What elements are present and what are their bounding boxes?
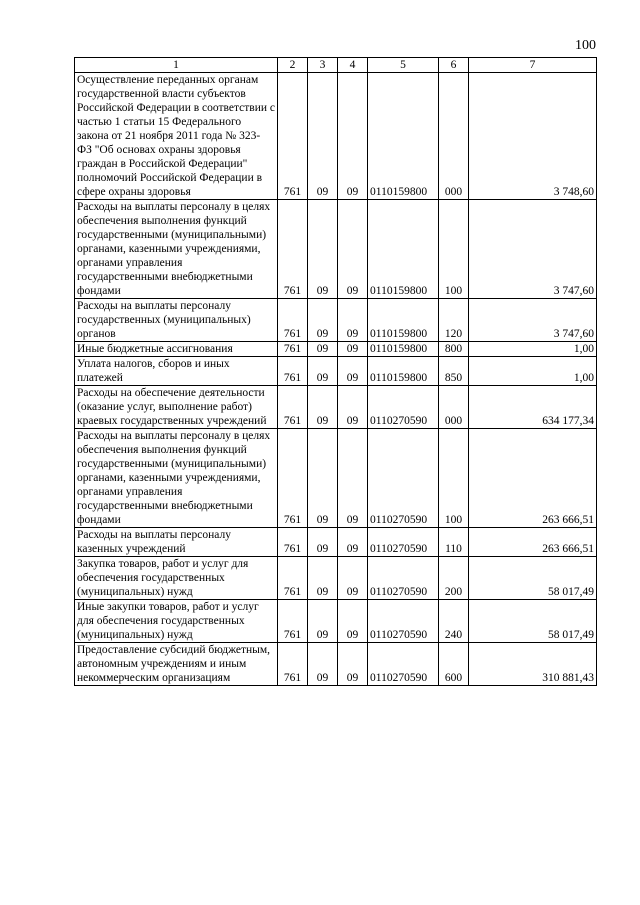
section-code: 09 [308,342,338,357]
amount: 1,00 [469,342,597,357]
row-name: Расходы на выплаты персоналу казенных учреждений [75,528,278,557]
table-row [75,429,597,528]
expense-type-code: 120 [439,299,469,342]
section-code: 09 [308,73,338,200]
page-number: 100 [575,38,596,53]
expense-type-code: 800 [439,342,469,357]
expense-type-code: 600 [439,643,469,686]
ministry-code: 761 [278,528,308,557]
expense-type-code: 100 [439,200,469,299]
amount: 3 747,60 [469,200,597,299]
subsection-code: 09 [338,557,368,600]
subsection-code: 09 [338,299,368,342]
table-row [75,643,597,686]
section-code: 09 [308,386,338,429]
ministry-code: 761 [278,299,308,342]
budget-table [74,57,597,686]
amount: 263 666,51 [469,528,597,557]
row-name: Закупка товаров, работ и услуг для обеспечения государственных (муниципальных) нужд [75,557,278,600]
expense-type-code: 000 [439,386,469,429]
subsection-code: 09 [338,200,368,299]
target-code: 0110270590 [368,600,439,643]
subsection-code: 09 [338,643,368,686]
row-name: Расходы на обеспечение деятельности (оказание услуг, выполнение работ) краевых государственных учреждений [75,386,278,429]
amount: 310 881,43 [469,643,597,686]
section-code: 09 [308,357,338,386]
row-name: Иные бюджетные ассигнования [75,342,278,357]
section-code: 09 [308,528,338,557]
table-row [75,386,597,429]
header-row [75,58,597,73]
table-row [75,528,597,557]
amount: 1,00 [469,357,597,386]
ministry-code: 761 [278,357,308,386]
section-code: 09 [308,600,338,643]
subsection-code: 09 [338,342,368,357]
expense-type-code: 110 [439,528,469,557]
subsection-code: 09 [338,429,368,528]
expense-type-code: 240 [439,600,469,643]
column-header: 6 [439,58,469,73]
table-row [75,342,597,357]
column-header: 5 [368,58,439,73]
amount: 263 666,51 [469,429,597,528]
target-code: 0110270590 [368,557,439,600]
amount: 58 017,49 [469,557,597,600]
target-code: 0110270590 [368,528,439,557]
expense-type-code: 100 [439,429,469,528]
table-row [75,557,597,600]
table-row [75,299,597,342]
column-header: 4 [338,58,368,73]
target-code: 0110270590 [368,429,439,528]
ministry-code: 761 [278,557,308,600]
subsection-code: 09 [338,528,368,557]
subsection-code: 09 [338,357,368,386]
ministry-code: 761 [278,600,308,643]
target-code: 0110159800 [368,342,439,357]
expense-type-code: 000 [439,73,469,200]
subsection-code: 09 [338,600,368,643]
target-code: 0110159800 [368,299,439,342]
table-row [75,200,597,299]
row-name: Уплата налогов, сборов и иных платежей [75,357,278,386]
row-name: Предоставление субсидий бюджетным, автономным учреждениям и иным некоммерческим организациям [75,643,278,686]
expense-type-code: 200 [439,557,469,600]
section-code: 09 [308,429,338,528]
amount: 3 747,60 [469,299,597,342]
section-code: 09 [308,200,338,299]
table-row [75,357,597,386]
target-code: 0110159800 [368,357,439,386]
row-name: Иные закупки товаров, работ и услуг для обеспечения государственных (муниципальных) нужд [75,600,278,643]
row-name: Расходы на выплаты персоналу в целях обеспечения выполнения функций государственными (муниципальными) органами, казенными учреждениями, органами управления государственными внебюджетными фондами [75,200,278,299]
column-header: 1 [75,58,278,73]
subsection-code: 09 [338,73,368,200]
ministry-code: 761 [278,386,308,429]
table-row [75,600,597,643]
target-code: 0110270590 [368,643,439,686]
section-code: 09 [308,299,338,342]
ministry-code: 761 [278,200,308,299]
target-code: 0110270590 [368,386,439,429]
target-code: 0110159800 [368,73,439,200]
ministry-code: 761 [278,643,308,686]
amount: 58 017,49 [469,600,597,643]
amount: 634 177,34 [469,386,597,429]
section-code: 09 [308,557,338,600]
amount: 3 748,60 [469,73,597,200]
expense-type-code: 850 [439,357,469,386]
row-name: Осуществление переданных органам государственной власти субъектов Российской Федерации в соответствии с частью 1 статьи 15 Федерального закона от 21 ноября 2011 года № 323-ФЗ "Об основах охраны здоровья граждан в Российской Федерации" полномочий Российской Федерации в сфере охраны здоровья [75,73,278,200]
column-header: 3 [308,58,338,73]
ministry-code: 761 [278,429,308,528]
ministry-code: 761 [278,342,308,357]
column-header: 2 [278,58,308,73]
section-code: 09 [308,643,338,686]
subsection-code: 09 [338,386,368,429]
ministry-code: 761 [278,73,308,200]
column-header: 7 [469,58,597,73]
row-name: Расходы на выплаты персоналу в целях обеспечения выполнения функций государственными (муниципальными) органами, казенными учреждениями, органами управления государственными внебюджетными фондами [75,429,278,528]
target-code: 0110159800 [368,200,439,299]
table-row [75,73,597,200]
row-name: Расходы на выплаты персоналу государственных (муниципальных) органов [75,299,278,342]
